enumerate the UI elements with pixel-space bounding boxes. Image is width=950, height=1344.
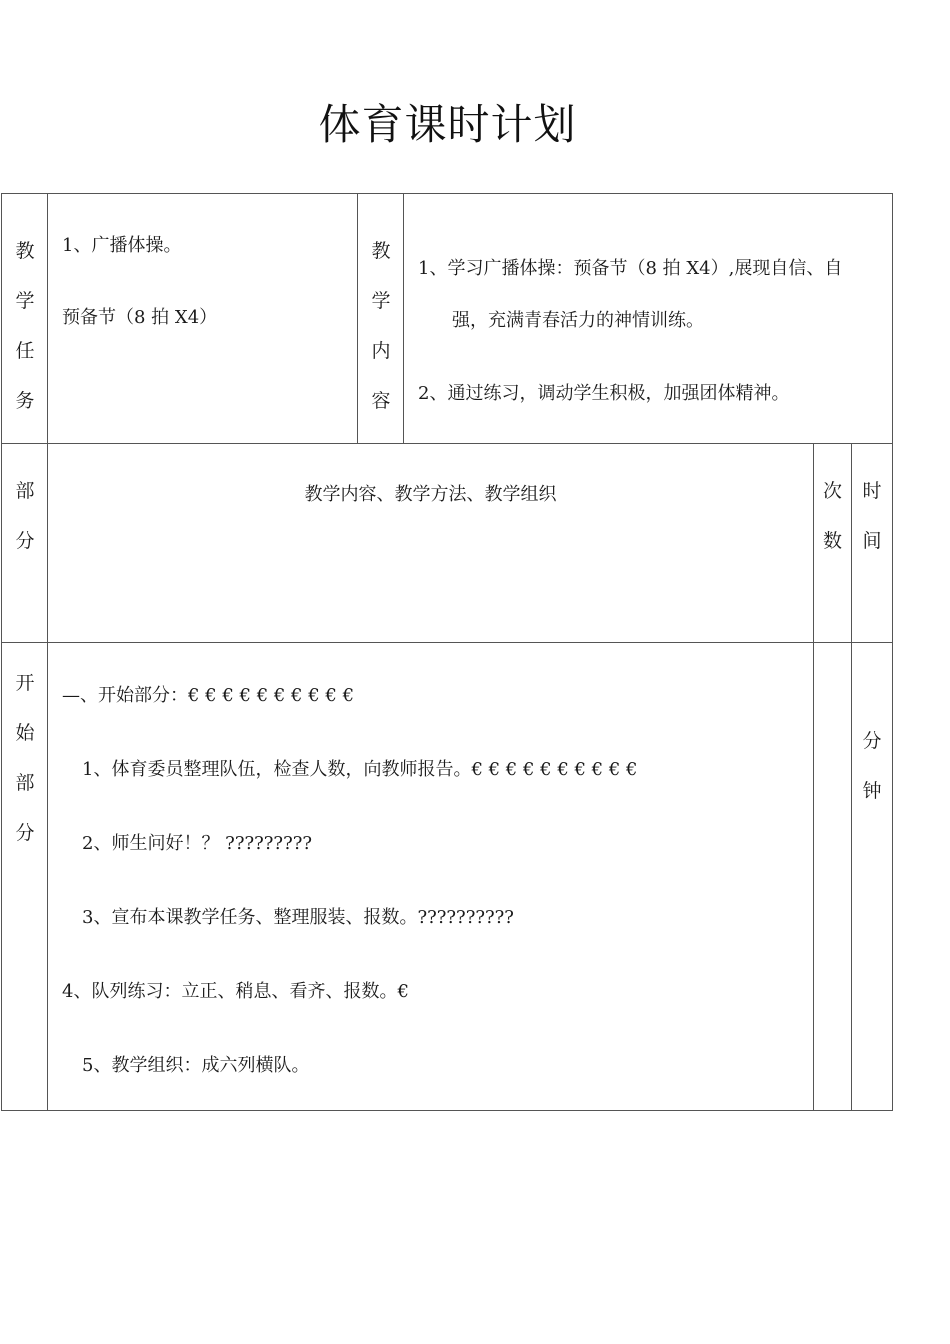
task-line-1: 1、广播体操。 <box>62 235 182 256</box>
start-item-4: 4、队列练习：立正、稍息、看齐、报数。€ <box>62 981 409 1002</box>
main-column-header: 教学内容、教学方法、教学组织 <box>304 484 557 505</box>
task-header-char: 教 <box>15 240 35 262</box>
row-divider-2 <box>1 642 893 643</box>
start-time-char: 分 <box>862 730 882 752</box>
content-item-2: 2、通过练习，调动学生积极，加强团体精神。 <box>418 383 790 404</box>
time-header-char: 间 <box>862 530 882 552</box>
section-header-char: 部 <box>15 480 35 502</box>
start-section-char: 部 <box>15 772 35 794</box>
task-header-char: 学 <box>15 290 35 312</box>
start-section-char: 始 <box>15 722 35 744</box>
time-header-char: 时 <box>862 480 882 502</box>
start-item-1: 1、体育委员整理队伍，检查人数，向教师报告。€ € € € € € € € € € <box>82 759 638 780</box>
start-item-3: 3、宣布本课教学任务、整理服装、报数。?????????? <box>82 907 514 928</box>
start-section-char: 开 <box>15 672 35 694</box>
time-column-header <box>852 466 892 566</box>
content-item-1-continued: 强，充满青春活力的神情训练。 <box>452 310 704 331</box>
start-section-char: 分 <box>15 822 35 844</box>
start-item-2: 2、师生问好！？ ????????? <box>82 833 313 854</box>
content-item-1: 1、学习广播体操：预备节（8 拍 X4）,展现自信、自 <box>418 258 843 279</box>
start-section-header <box>2 658 48 858</box>
page-title: 体育课时计划 <box>318 100 577 149</box>
table-border-right <box>892 193 893 1111</box>
table-border-bottom <box>1 1110 893 1111</box>
content-header <box>358 226 404 426</box>
count-header-char: 数 <box>822 530 842 552</box>
content-header-char: 教 <box>371 240 391 262</box>
row-divider-1 <box>1 443 893 444</box>
start-item-5: 5、教学组织：成六列横队。 <box>82 1055 310 1076</box>
content-header-char: 容 <box>371 390 391 412</box>
task-header-char: 任 <box>15 340 35 362</box>
count-header-char: 次 <box>822 480 842 502</box>
section-header-char: 分 <box>15 530 35 552</box>
start-time-cell <box>852 716 892 816</box>
start-heading: —、开始部分：€ € € € € € € € € € <box>62 685 355 706</box>
task-header-char: 务 <box>15 390 35 412</box>
section-column-header <box>2 466 48 566</box>
table-border-top <box>1 193 893 194</box>
content-header-char: 学 <box>371 290 391 312</box>
task-line-2: 预备节（8 拍 X4） <box>62 307 218 328</box>
content-header-char: 内 <box>371 340 391 362</box>
start-time-char: 钟 <box>862 780 882 802</box>
task-header <box>2 226 48 426</box>
count-column-header <box>814 466 851 566</box>
